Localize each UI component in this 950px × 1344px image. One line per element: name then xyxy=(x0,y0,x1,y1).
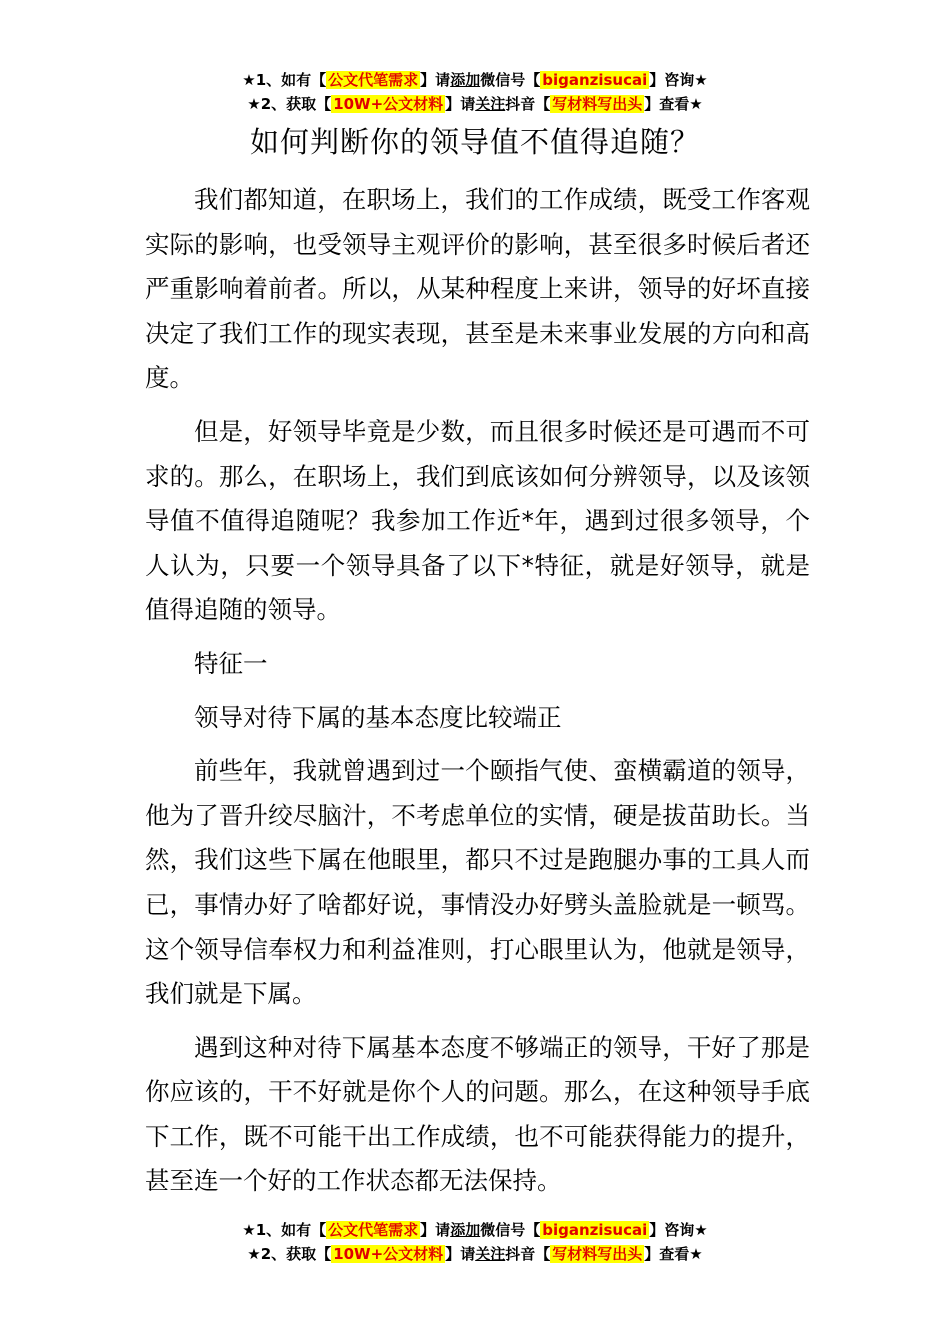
header-banner xyxy=(0,68,950,116)
banner-text: ★1、如有【 xyxy=(242,71,327,89)
section-subheading: 领导对待下属的基本态度比较端正 xyxy=(194,702,562,732)
banner-line-1 xyxy=(0,1218,950,1242)
banner-wechat-id: biganzisucai xyxy=(542,71,648,89)
banner-text: 】请 xyxy=(445,1245,476,1263)
banner-line-1 xyxy=(0,68,950,92)
banner-text: 抖音【 xyxy=(505,95,551,113)
banner-text: 】咨询★ xyxy=(649,71,708,89)
paragraph: 但是，好领导毕竟是少数，而且很多时候还是可遇而不可求的。那么，在职场上，我们到底该如何分辨领导，以及该领导值不值得追随呢？我参加工作近*年，遇到过很多领导，个人认为，只要一个领导具备了以下*特征，就是好领导，就是值得追随的领导。 xyxy=(145,416,810,625)
banner-douyin-id: 写材料写出头 xyxy=(552,95,643,113)
banner-highlight: 10W+公文材料 xyxy=(333,1245,444,1263)
paragraph: 遇到这种对待下属基本态度不够端正的领导，干好了那是你应该的，干不好就是你个人的问题。那么，在这种领导手底下工作，既不可能干出工作成绩，也不可能获得能力的提升，甚至连一个好的工作状态都无法保持。 xyxy=(145,1032,810,1196)
banner-line-2 xyxy=(0,92,950,116)
banner-line-2 xyxy=(0,1242,950,1266)
paragraph: 我们都知道，在职场上，我们的工作成绩，既受工作客观实际的影响，也受领导主观评价的影响，甚至很多时候后者还严重影响着前者。所以，从某种程度上来讲，领导的好坏直接决定了我们工作的现实表现，甚至是未来事业发展的方向和高度。 xyxy=(145,185,810,393)
banner-highlight: 公文代笔需求 xyxy=(328,71,419,89)
banner-underlined: 添加 xyxy=(450,1221,481,1239)
banner-text: 】查看★ xyxy=(644,1245,703,1263)
banner-wechat-id: biganzisucai xyxy=(542,1221,648,1239)
banner-text: 抖音【 xyxy=(505,1245,551,1263)
banner-underlined: 关注 xyxy=(475,95,506,113)
paragraph: 前些年，我就曾遇到过一个颐指气使、蛮横霸道的领导，他为了晋升绞尽脑汁，不考虑单位的实情，硬是拔苗助长。当然，我们这些下属在他眼里，都只不过是跑腿办事的工具人而已，事情办好了啥都好说，事情没办好劈头盖脸就是一顿骂。这个领导信奉权力和利益准则，打心眼里认为，他就是领导，我们就是下属。 xyxy=(145,756,810,1009)
banner-highlight: 公文代笔需求 xyxy=(328,1221,419,1239)
banner-highlight: 10W+公文材料 xyxy=(333,95,444,113)
document-title: 如何判断你的领导值不值得追随？ xyxy=(249,125,700,159)
document-body xyxy=(145,178,810,1213)
banner-douyin-id: 写材料写出头 xyxy=(552,1245,643,1263)
banner-text: 】请 xyxy=(445,95,476,113)
banner-text: ★2、获取【 xyxy=(247,1245,332,1263)
banner-text: 微信号【 xyxy=(480,1221,541,1239)
banner-text: 】查看★ xyxy=(644,95,703,113)
banner-text: 微信号【 xyxy=(480,71,541,89)
banner-underlined: 关注 xyxy=(475,1245,506,1263)
banner-text: ★2、获取【 xyxy=(247,95,332,113)
banner-text: 】咨询★ xyxy=(649,1221,708,1239)
banner-underlined: 添加 xyxy=(450,71,481,89)
banner-text: 】请 xyxy=(420,71,451,89)
banner-text: ★1、如有【 xyxy=(242,1221,327,1239)
banner-text: 】请 xyxy=(420,1221,451,1239)
footer-banner xyxy=(0,1218,950,1266)
section-heading: 特征一 xyxy=(194,648,268,678)
